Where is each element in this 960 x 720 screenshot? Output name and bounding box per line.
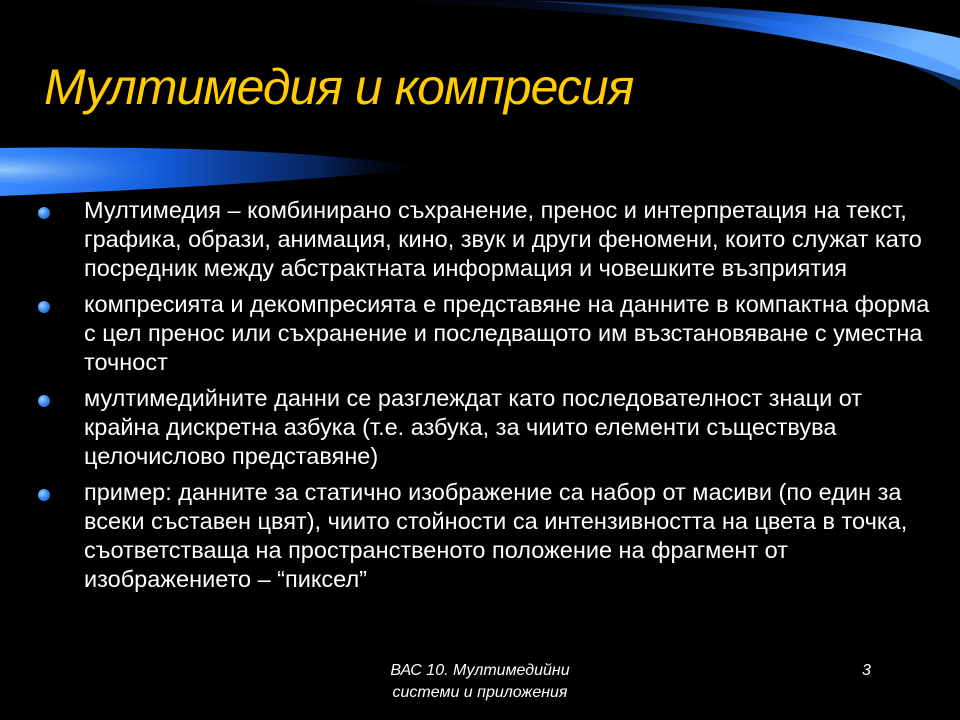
bullet-list bbox=[38, 196, 938, 601]
bullet-item bbox=[38, 478, 938, 594]
bullet-text: компресията и декомпресията е представяне на данните в компактна форма с цел пренос или съхранение и последващото им възстановяване с уместна точност bbox=[84, 291, 930, 375]
bullet-text: пример: данните за статично изображение са набор от масиви (по един за всеки съставен цвят), чиито стойности са интензивността на цвета в точка, съответстваща на пространственото положение на фрагмент от изображението – “пиксел” bbox=[84, 479, 908, 592]
slide-footer bbox=[360, 660, 600, 704]
footer-line: системи и приложения bbox=[392, 684, 568, 701]
bullet-item bbox=[38, 196, 938, 283]
bullet-text: Мултимедия – комбинирано съхранение, пренос и интерпретация на текст, графика, образи, анимация, кино, звук и други феномени, които служат като посредник между абстрактната информация и човешките възприятия bbox=[84, 197, 922, 281]
bullet-item bbox=[38, 290, 938, 377]
bullet-item bbox=[38, 384, 938, 471]
bullet-dot-icon bbox=[38, 395, 50, 407]
bullet-text: мултимедийните данни се разглеждат като последователност знаци от крайна дискретна азбука (т.е. азбука, за чиито елементи съществува целочислово представяне) bbox=[84, 385, 863, 469]
bullet-dot-icon bbox=[38, 301, 50, 313]
footer-line: ВАС 10. Мултимедийни bbox=[390, 662, 570, 679]
slide-title: Мултимедия и компресия bbox=[44, 59, 634, 115]
bullet-dot-icon bbox=[38, 489, 50, 501]
bullet-dot-icon bbox=[38, 207, 50, 219]
page-number: 3 bbox=[862, 662, 871, 679]
